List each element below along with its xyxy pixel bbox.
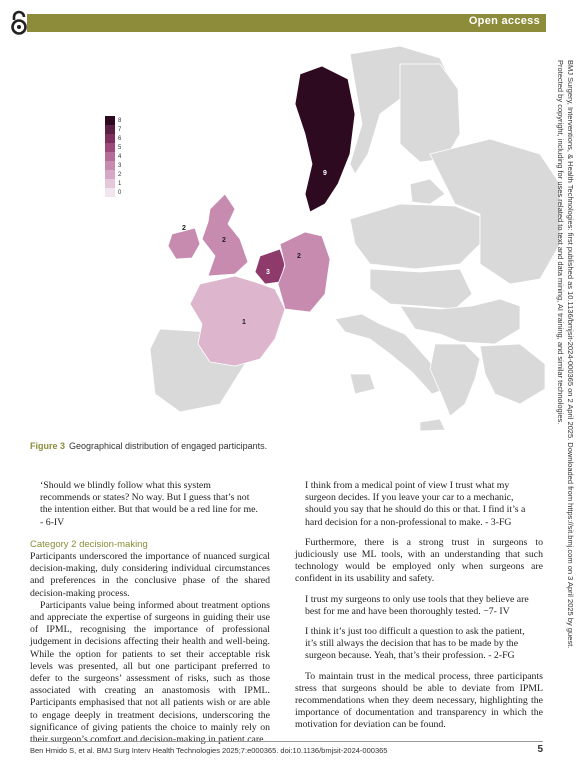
legend-tick: 5 [118,145,122,151]
legend-tick: 6 [118,136,122,142]
region-france [190,276,285,366]
footer [30,746,543,755]
quote: I trust my surgeons to only use tools that they believe are best for me and have been thoroughly tested. −7- IV [305,593,529,617]
paragraph: Furthermore, there is a strong trust in surgeons to judiciously use ML tools, with an understanding that such technology would be employed only when surgeons are confident in its usability and safety. [295,536,543,585]
figure-caption [30,441,267,451]
right-column [295,480,543,732]
legend-tick: 1 [118,181,122,187]
legend-tick: 8 [118,118,122,124]
value-label-ireland: 2 [182,225,186,232]
quote: ‘Should we blindly follow what this system recommends or states? No way. But I guess that’s not the intention either. But that would be a red line for me. - 6-IV [40,480,258,528]
legend-tick: 3 [118,163,122,169]
color-legend [105,116,122,197]
footer-divider [30,741,543,742]
legend-tick: 7 [118,127,122,133]
sidebar-line-2: Protected by copyright, including for uses related to text and data mining, AI training, and similar technologies. [556,60,565,425]
sidebar-line-1: BMJ Surgery, Interventions, & Health Technologies: first published as 10.1136/bmjsit-2024-000365 on 2 April 2025. Downloaded from https://sit.bmj.com on 3 April 2025 by guest. [566,60,575,649]
region-ireland [168,228,200,259]
figure-label: Figure 3 [30,441,66,451]
quote: I think it’s just too difficult a question to ask the patient, it’s still always the decision that has to be made by the surgeon because. Yeah, that’s their profession. - 2-FG [305,626,525,662]
value-label-france: 1 [242,319,246,326]
paragraph: Participants value being informed about treatment options and appreciate the expertise of surgeons in guiding their use of IPML, recognising the importance of professional judgement in decisions affecting their health and well-being. While the option for patients to set their acceptable risk levels was presented, all but one participant preferred to defer to the surgeons’ assessment of risks, such as those associated with creating an anastomosis with IPML. Participants emphasised that not all patients wish or are able to engage deeply in treatment decisions, underscoring the significance of giving patients the choice to mainly rely on their surgeon’s comfort and decision-making in patient care. [30,599,270,746]
region-uk [202,194,248,276]
section-heading: Category 2 decision-making [30,538,148,550]
copyright-sidebar [553,60,577,700]
value-label-uk: 2 [222,237,226,244]
open-access-banner [27,14,546,32]
open-access-lock-icon [8,10,30,36]
value-label-sweden: 9 [323,170,327,177]
left-column [30,480,270,746]
legend-tick: 2 [118,172,122,178]
paragraph: To maintain trust in the medical process, three participants stress that surgeons should be able to deviate from IPML recommendations when they deem necessary, highlighting the importance of documentation and transparency in which the motivation for deviation can be found. [295,670,543,731]
paragraph: Participants underscored the importance of nuanced surgical decision-making, duly considering individual circumstances and preferences in the conclusive phase of the shared decision-making process. [30,551,270,599]
figure-caption-text: Geographical distribution of engaged participants. [69,441,268,451]
quote: I think from a medical point of view I trust what my surgeon decides. If you leave your car to a mechanic, should you say that he should do this or that. I find it’s a hard decision for a non-professional to make. - 3-FG [305,480,526,528]
page-number: 5 [537,744,543,755]
europe-choropleth-map [100,44,565,432]
value-label-benelux: 3 [266,269,270,276]
citation: Ben Hmido S, et al. BMJ Surg Interv Health Technologies 2025;7:e000365. doi:10.1136/bmjsit-2024-000365 [30,746,388,755]
legend-tick: 0 [118,190,122,196]
value-label-germany: 2 [297,253,301,260]
legend-tick: 4 [118,154,122,160]
open-access-label: Open access [468,15,540,27]
region-sweden [295,66,355,212]
region-germany [278,232,330,312]
